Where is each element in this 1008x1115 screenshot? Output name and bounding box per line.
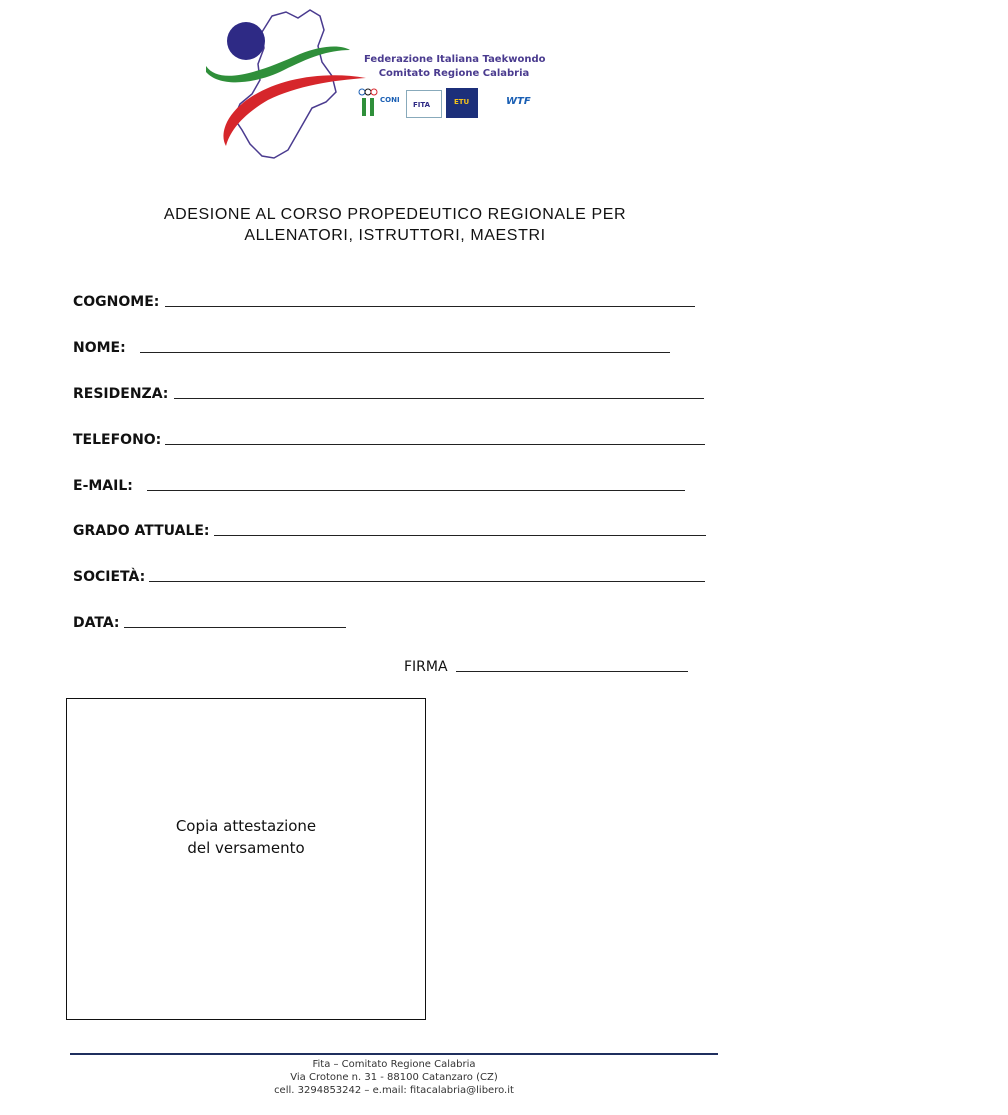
date-label: DATA: bbox=[73, 615, 120, 631]
etu-badge bbox=[446, 88, 478, 118]
residence-field[interactable] bbox=[73, 380, 704, 402]
signature-input-line[interactable] bbox=[456, 657, 688, 672]
phone-label: TELEFONO: bbox=[73, 432, 162, 448]
coni-badge: CONI bbox=[380, 96, 400, 104]
payment-attestation-line-1: Copia attestazione bbox=[175, 817, 317, 835]
footer bbox=[70, 1058, 718, 1097]
name-label: NOME: bbox=[73, 340, 126, 356]
residence-input-line[interactable] bbox=[174, 384, 704, 399]
payment-attestation-line-2: del versamento bbox=[187, 839, 305, 857]
logo-title-line-1: Federazione Italiana Taekwondo bbox=[364, 54, 546, 65]
payment-attestation-box bbox=[66, 698, 426, 1020]
footer-line-1: Fita – Comitato Regione Calabria bbox=[312, 1059, 476, 1070]
calabria-region-logo-graphic bbox=[200, 6, 550, 166]
name-input-line[interactable] bbox=[140, 338, 670, 353]
fita-badge bbox=[406, 90, 442, 118]
surname-label: COGNOME: bbox=[73, 294, 160, 310]
logo-title-line-2: Comitato Regione Calabria bbox=[378, 68, 530, 79]
surname-input-line[interactable] bbox=[165, 292, 695, 307]
current-grade-label: GRADO ATTUALE: bbox=[73, 523, 210, 539]
fita-badge-text: FITA bbox=[413, 101, 431, 109]
document-title bbox=[90, 204, 700, 246]
surname-field[interactable] bbox=[73, 288, 695, 310]
wtf-badge: WTF bbox=[506, 96, 531, 107]
etu-badge-text: ETU bbox=[454, 98, 470, 106]
date-input-line[interactable] bbox=[124, 613, 346, 628]
club-field[interactable] bbox=[73, 563, 705, 585]
title-line-1: ADESIONE AL CORSO PROPEDEUTICO REGIONALE PER bbox=[163, 206, 627, 223]
footer-divider bbox=[70, 1053, 718, 1055]
footer-line-2: Via Crotone n. 31 - 88100 Catanzaro (CZ) bbox=[290, 1072, 498, 1083]
email-field[interactable] bbox=[73, 472, 685, 494]
title-line-2: ALLENATORI, ISTRUTTORI, MAESTRI bbox=[244, 227, 546, 244]
payment-attestation-text bbox=[67, 815, 425, 859]
signature-label: FIRMA bbox=[404, 659, 448, 675]
signature-field[interactable] bbox=[404, 653, 688, 675]
date-field[interactable] bbox=[73, 609, 346, 631]
club-input-line[interactable] bbox=[149, 567, 705, 582]
current-grade-input-line[interactable] bbox=[214, 521, 706, 536]
olympic-rings-icon bbox=[358, 88, 378, 118]
email-input-line[interactable] bbox=[147, 476, 685, 491]
federation-logo bbox=[200, 6, 550, 166]
residence-label: RESIDENZA: bbox=[73, 386, 169, 402]
footer-line-3: cell. 3294853242 – e.mail: fitacalabria@libero.it bbox=[274, 1085, 514, 1096]
phone-input-line[interactable] bbox=[165, 430, 705, 445]
name-field[interactable] bbox=[73, 334, 670, 356]
phone-field[interactable] bbox=[73, 426, 705, 448]
current-grade-field[interactable] bbox=[73, 517, 706, 539]
club-label: SOCIETÀ: bbox=[73, 569, 146, 585]
email-label: E-MAIL: bbox=[73, 478, 133, 494]
